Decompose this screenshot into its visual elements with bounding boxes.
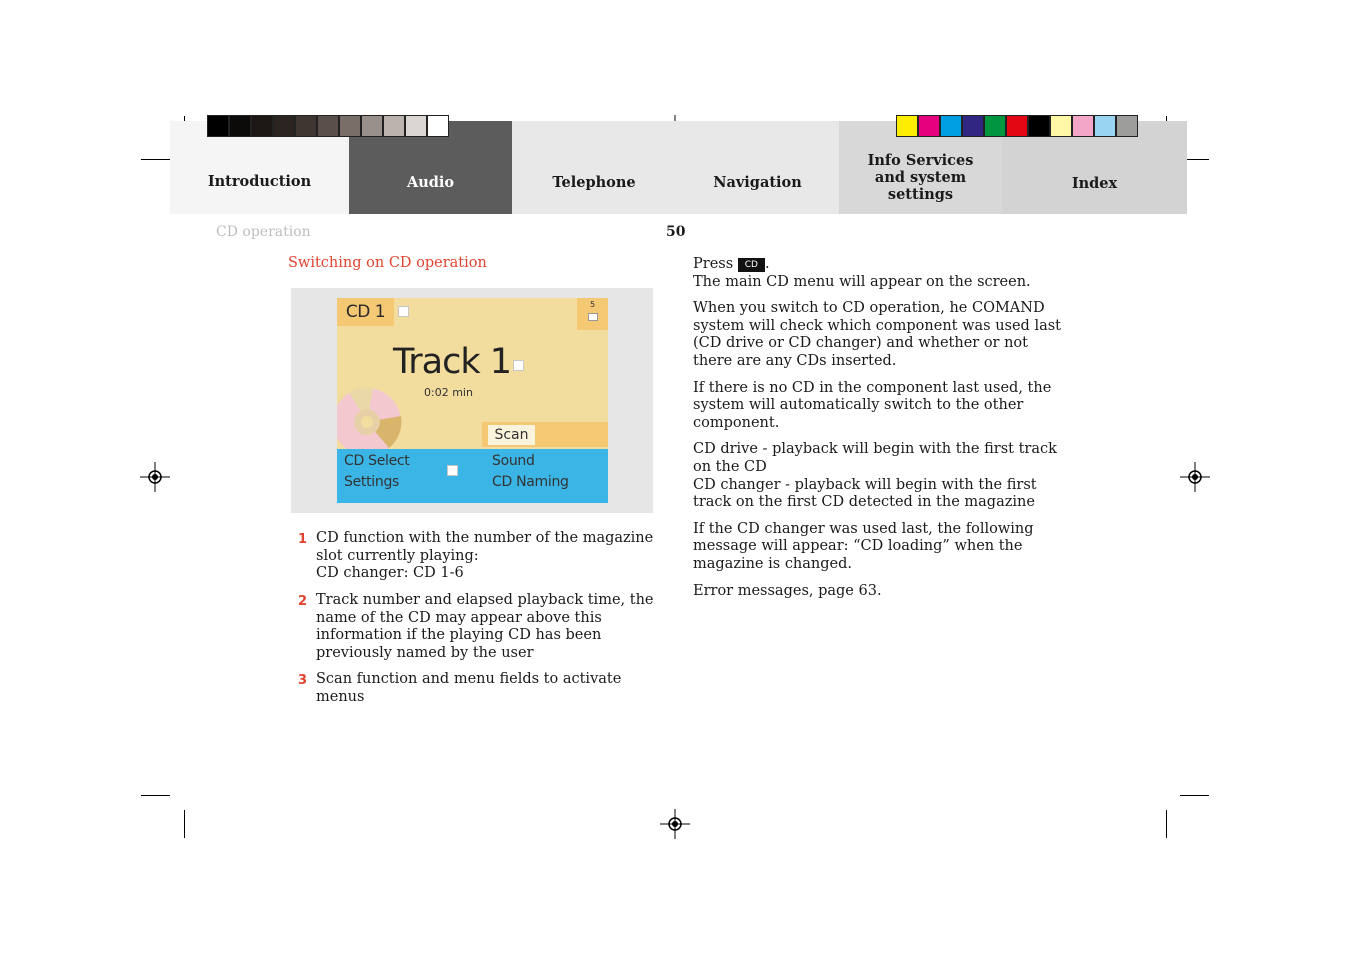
list-number: 3 xyxy=(298,673,308,688)
tab-label: Info Services and system settings xyxy=(867,152,974,203)
tab-navigation[interactable] xyxy=(676,121,839,214)
right-column xyxy=(693,256,1063,609)
item-text: CD changer: CD 1-6 xyxy=(316,565,464,582)
gray-swatch xyxy=(229,115,251,137)
color-swatch xyxy=(1050,115,1072,137)
menu-item-sound[interactable]: Sound xyxy=(492,453,535,469)
registration-mark-icon xyxy=(660,809,690,839)
cd-disc-icon xyxy=(337,386,409,456)
color-swatch xyxy=(1006,115,1028,137)
cd-slot-label: CD 1 xyxy=(337,298,394,326)
menu-item-cd-select[interactable]: CD Select xyxy=(344,453,410,469)
tab-label: Index xyxy=(1071,175,1118,192)
paragraph: If there is no CD in the component last used, the system will automatically switch to the other component. xyxy=(693,379,1052,431)
crop-mark xyxy=(1166,810,1167,838)
color-swatch xyxy=(918,115,940,137)
gray-swatch xyxy=(295,115,317,137)
status-number: 5 xyxy=(589,300,596,309)
registration-mark-icon xyxy=(1180,462,1210,492)
paragraph-line: CD drive - playback will begin with the first track on the CD xyxy=(693,441,1057,475)
callout-marker-1 xyxy=(398,306,409,317)
gray-swatch xyxy=(405,115,427,137)
color-swatch xyxy=(1116,115,1138,137)
list-item xyxy=(298,530,658,590)
page-number: 50 xyxy=(666,224,686,240)
scan-button[interactable]: Scan xyxy=(488,425,535,445)
gray-swatch xyxy=(317,115,339,137)
list-item xyxy=(298,671,658,705)
tab-telephone[interactable] xyxy=(512,121,676,214)
color-swatch xyxy=(962,115,984,137)
cd-key-icon: CD xyxy=(738,258,765,272)
section-heading: Switching on CD operation xyxy=(288,255,487,271)
list-text: Scan function and menu fields to activate menus xyxy=(316,671,622,705)
gray-swatch xyxy=(383,115,405,137)
color-swatch xyxy=(1094,115,1116,137)
section-title: CD operation xyxy=(216,224,311,240)
callout-marker-3 xyxy=(447,465,458,476)
menu-bar xyxy=(337,449,608,503)
elapsed-time: 0:02 min xyxy=(424,386,473,399)
crop-mark xyxy=(184,810,185,838)
paragraph: If the CD changer was used last, the following message will appear: “CD loading” when the magazine is changed. xyxy=(693,520,1034,572)
gray-calibration-bar xyxy=(207,115,449,137)
list-item xyxy=(298,592,658,667)
color-swatch xyxy=(896,115,918,137)
crop-mark xyxy=(141,159,170,160)
color-swatch xyxy=(1072,115,1094,137)
color-swatch xyxy=(984,115,1006,137)
list-number: 1 xyxy=(298,532,308,547)
gray-swatch xyxy=(207,115,229,137)
cd-screen-display xyxy=(337,298,608,503)
list-number: 2 xyxy=(298,594,308,609)
gray-swatch xyxy=(251,115,273,137)
paragraph: When you switch to CD operation, he COMAND system will check which component was used last (CD drive or CD changer) and whether or not there are any CDs inserted. xyxy=(693,300,1062,369)
status-indicator xyxy=(577,298,608,330)
period: . xyxy=(764,256,770,272)
menu-item-settings[interactable]: Settings xyxy=(344,474,400,490)
press-text: Press xyxy=(693,256,734,272)
tab-label: Navigation xyxy=(713,174,802,191)
color-calibration-bar xyxy=(896,115,1138,137)
menu-item-cd-naming[interactable]: CD Naming xyxy=(492,474,569,490)
paragraph-line: CD changer - playback will begin with the first track on the first CD detected in the magazine xyxy=(693,476,1037,511)
gray-swatch xyxy=(339,115,361,137)
color-swatch xyxy=(940,115,962,137)
gray-swatch xyxy=(273,115,295,137)
callout-marker-2 xyxy=(513,360,524,371)
item-text: CD function with the number of the magazine slot currently playing: xyxy=(316,530,654,564)
gray-swatch xyxy=(427,115,449,137)
list-text: Track number and elapsed playback time, the name of the CD may appear above this information if the playing CD has been previously named by the user xyxy=(316,592,654,661)
registration-mark-icon xyxy=(140,462,170,492)
paragraph xyxy=(693,441,1063,511)
gray-swatch xyxy=(361,115,383,137)
tab-label: Telephone xyxy=(552,174,636,191)
tab-label: Introduction xyxy=(207,173,312,190)
crop-mark xyxy=(1180,795,1209,796)
tab-label: Audio xyxy=(406,174,455,191)
color-swatch xyxy=(1028,115,1050,137)
press-result-text: The main CD menu will appear on the screen. xyxy=(693,273,1031,290)
list-text xyxy=(316,530,661,583)
press-instruction xyxy=(693,256,1063,291)
track-number: Track 1 xyxy=(393,342,511,382)
crop-mark xyxy=(141,795,170,796)
error-messages-reference[interactable]: Error messages, page 63. xyxy=(693,582,882,599)
